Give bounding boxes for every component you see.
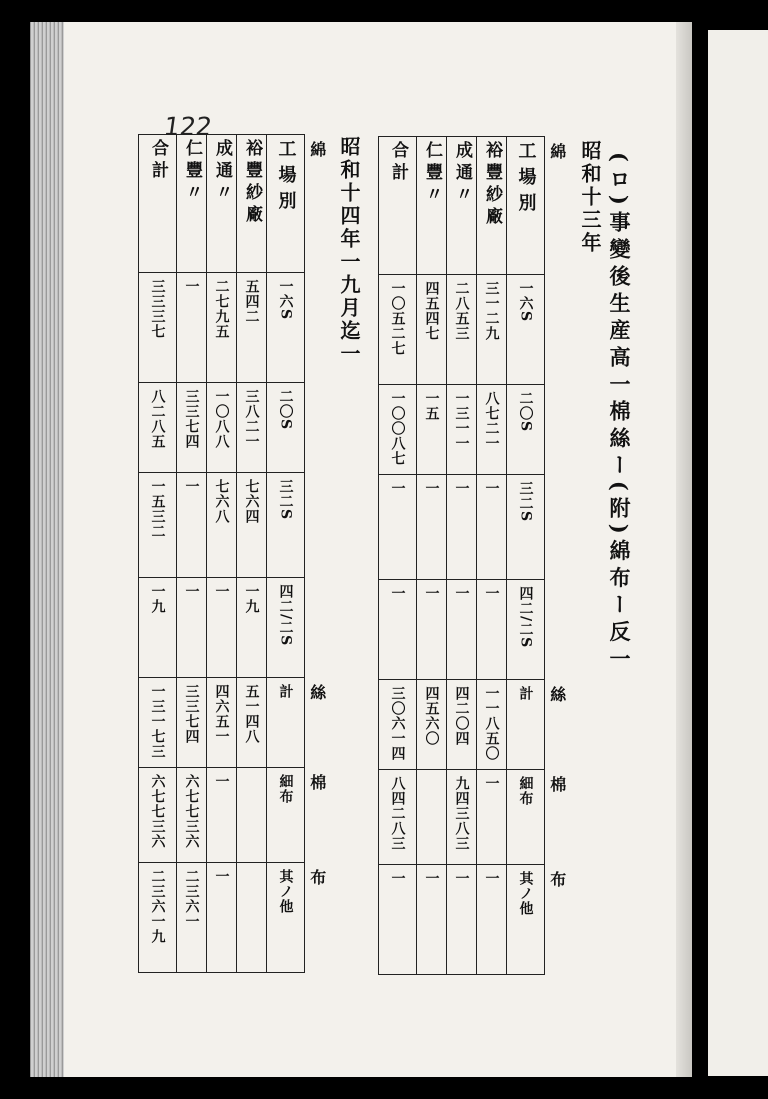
table-cell: 八四二八三	[389, 776, 406, 851]
table-cell: 五一四八	[243, 684, 260, 744]
table-cell: 一五三二	[149, 479, 166, 539]
column-header-16s: 一六S	[277, 279, 294, 321]
table-cell: 四五六〇	[423, 686, 440, 746]
column-header-20s: 二〇S	[517, 391, 534, 433]
table-cell: 一一八五〇	[483, 686, 500, 761]
table-cell: 二三六一九	[149, 869, 166, 944]
table-cell: 四六五一	[213, 684, 230, 744]
facing-page-edge	[708, 30, 768, 1076]
table-cell: 一	[453, 871, 470, 886]
group-header-yarn: 絲	[307, 683, 327, 700]
table-cell: 一	[483, 481, 500, 496]
group-header-cloth: 棉	[307, 773, 327, 790]
group-header-cloth-2: 布	[307, 868, 327, 885]
table-cell: 二八五三	[453, 281, 470, 341]
row-label-chengtong: 成通〃	[452, 141, 472, 207]
table-cell: 一	[423, 481, 440, 496]
table-cell: 三三七四	[183, 389, 200, 449]
table-cell: 一九	[243, 584, 260, 614]
column-header-other: 其ノ他	[277, 869, 294, 914]
header-cell	[417, 137, 447, 275]
table-cell: 七六八	[213, 479, 230, 524]
group-header-cloth-2: 布	[547, 870, 567, 887]
column-header-32s: 三二S	[277, 479, 294, 521]
table-cell: 九四三八三	[453, 776, 470, 851]
table-cell: 三〇六一四	[389, 686, 406, 761]
table-cell: 一三一一	[453, 391, 470, 451]
row-label-chengtong: 成通〃	[212, 139, 232, 205]
table-cell: 四二〇四	[453, 686, 470, 746]
group-header-cloth: 棉	[547, 775, 567, 792]
section-title: (ロ)事變後生産高一棉絲ー(附)綿布ー反一	[607, 152, 632, 675]
column-header-16s: 一六S	[517, 281, 534, 323]
table-cell: 一	[183, 279, 200, 294]
header-cell	[379, 137, 417, 275]
table-cell: 一五	[423, 391, 440, 421]
header-cell	[177, 135, 207, 273]
table-cell: 一	[183, 479, 200, 494]
row-label-yufeng: 裕豐紗廠	[482, 141, 502, 229]
header-cell	[305, 135, 329, 678]
table-cell: 一	[483, 586, 500, 601]
table-cell: 三三七四	[183, 684, 200, 744]
table-cell: 八二八五	[149, 389, 166, 449]
table-cell: 一	[213, 869, 230, 884]
header-cell	[545, 137, 569, 680]
table-cell: 三三三七	[149, 279, 166, 339]
table-cell: 八七二一	[483, 391, 500, 451]
header-cell	[237, 135, 267, 273]
column-header-42-2s: 四二/二S	[517, 586, 534, 649]
row-label-total: 合計	[148, 139, 168, 183]
header-cell-total-label	[139, 135, 177, 273]
table-cell: 一	[453, 586, 470, 601]
header-cell	[447, 137, 477, 275]
column-header-factory: 工場別	[515, 141, 537, 219]
production-table-1938	[378, 136, 569, 975]
row-label-renfeng: 仁豐〃	[422, 141, 442, 207]
group-header-cotton: 綿	[547, 142, 567, 159]
table-cell: 一	[213, 584, 230, 599]
table-cell: 一	[389, 586, 406, 601]
table-cell: 二七九五	[213, 279, 230, 339]
group-header-cotton: 綿	[307, 140, 327, 157]
table-cell: 一	[389, 481, 406, 496]
table-cell: 一〇〇八七	[389, 391, 406, 466]
page-number: 122	[161, 112, 214, 141]
column-header-factory: 工場別	[275, 139, 297, 217]
column-header-fine-cloth: 細布	[277, 774, 294, 804]
column-header-other: 其ノ他	[517, 871, 534, 916]
table-cell: 三八二一	[243, 389, 260, 449]
row-label-total: 合計	[388, 141, 408, 185]
table-cell: 二三六一	[183, 869, 200, 929]
table-cell: 六七七三六	[183, 774, 200, 849]
column-header-42-2s: 四二/二S	[277, 584, 294, 647]
table-cell: 一〇八八	[213, 389, 230, 449]
header-cell	[477, 137, 507, 275]
table-cell: 一三一七三	[149, 684, 166, 759]
row-label-renfeng: 仁豐〃	[182, 139, 202, 205]
group-header-yarn: 絲	[547, 685, 567, 702]
table-cell: 一	[423, 586, 440, 601]
year-label-1939: 昭和十四年一九月迄一	[337, 136, 361, 366]
table-cell: 一九	[149, 584, 166, 614]
table-cell: 四五四七	[423, 281, 440, 341]
table-cell: 七六四	[243, 479, 260, 524]
header-cell	[267, 135, 305, 273]
header-cell	[207, 135, 237, 273]
table-cell: 一	[483, 871, 500, 886]
column-header-32s: 三二S	[517, 481, 534, 523]
table-cell: 一	[423, 871, 440, 886]
column-header-fine-cloth: 細布	[517, 776, 534, 806]
year-label-1938: 昭和十三年	[578, 140, 602, 255]
header-cell	[507, 137, 545, 275]
table-cell: 一	[183, 584, 200, 599]
table-cell: 一	[389, 871, 406, 886]
table-cell: 五四二	[243, 279, 260, 324]
table-cell: 一	[483, 776, 500, 791]
column-header-20s: 二〇S	[277, 389, 294, 431]
row-label-yufeng: 裕豐紗廠	[242, 139, 262, 227]
column-header-total: 計	[517, 686, 534, 701]
table-cell: 一〇五二七	[389, 281, 406, 356]
table-cell: 一	[453, 481, 470, 496]
table-cell: 六七七三六	[149, 774, 166, 849]
column-header-total: 計	[277, 684, 294, 699]
production-table-1939	[138, 134, 329, 973]
table-cell: 一	[213, 774, 230, 789]
table-cell: 三一二九	[483, 281, 500, 341]
